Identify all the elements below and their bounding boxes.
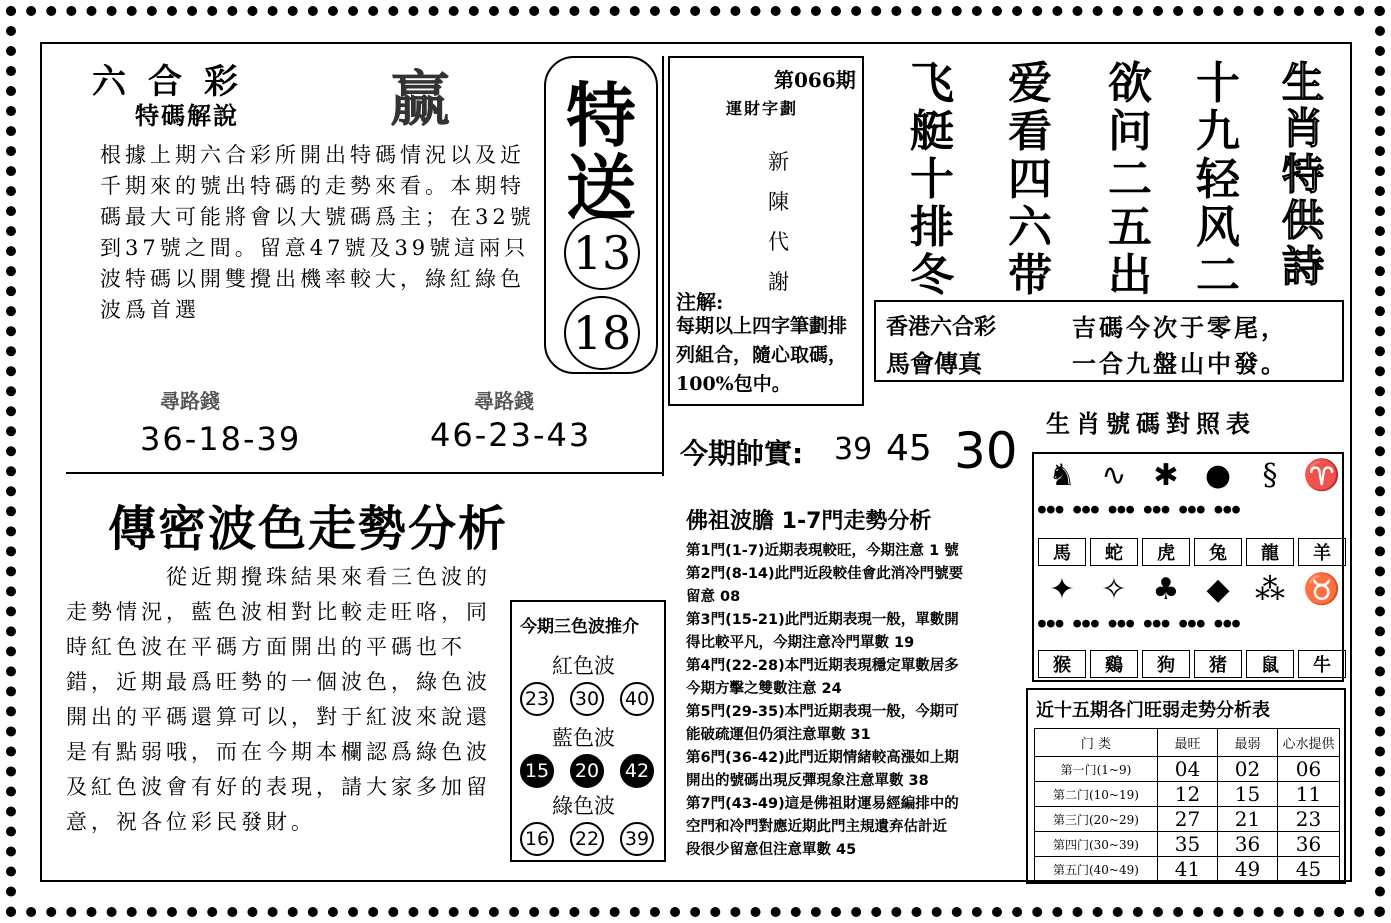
poem-char: 飞: [910, 58, 954, 109]
table-row: [1035, 782, 1340, 807]
buddha-line: 第5門(29-35)本門近期表現一般，今期可: [686, 704, 959, 720]
poem-column-4: [902, 60, 962, 300]
today-number-1: 39: [834, 432, 873, 467]
zodiac-dog: 狗: [1142, 650, 1190, 678]
issue-box: [668, 56, 864, 406]
green-wave-label: 綠色波: [552, 794, 615, 818]
zodiac-rat: 鼠: [1246, 650, 1294, 678]
green-ball: 39: [620, 822, 654, 856]
goat-icon: ♈: [1303, 458, 1341, 493]
trend-cell: 23: [1278, 807, 1340, 832]
poem-char: 风: [1196, 202, 1240, 253]
poem-char: 看: [1008, 106, 1052, 157]
trend-row-name: 第五门(40~49): [1035, 857, 1158, 882]
red-ball: 40: [620, 682, 654, 716]
zodiac-rooster: 鷄: [1090, 650, 1138, 678]
wave-title: 傳密波色走勢分析: [108, 501, 509, 557]
buddha-line: 開出的號碼出現反彈現象注意單數 38: [686, 773, 929, 789]
buddha-title: 佛祖波膽 1-7門走勢分析: [686, 509, 932, 534]
wave-recommend-box: [510, 600, 666, 862]
zodiac-goat: 羊: [1298, 538, 1346, 566]
rooster-icon: ✧: [1101, 572, 1127, 607]
trend-box: [1026, 688, 1346, 884]
trend-title: 近十五期各门旺弱走势分析表: [1036, 700, 1270, 721]
poem-char: 爱: [1008, 58, 1052, 109]
poem-char: 十: [1196, 58, 1240, 109]
poem-char: 带: [1008, 250, 1052, 301]
poem-side-char: 生: [1281, 58, 1324, 107]
hk-left-2: 馬會傳真: [886, 350, 982, 378]
buddha-lines: [686, 540, 1026, 862]
buddha-line: 第7門(43-49)這是佛祖財運易經編排中的: [686, 796, 959, 812]
issue-note-text: 每期以上四字筆劃排列組合，隨心取碼，100%包中。: [676, 315, 848, 395]
wave-paragraph: 從近期攪珠結果來看三色波的走勢情況，藍色波相對比較走旺咯，同時紅色波在平碼方面開出的平碼也不錯，近期最爲旺勢的一個波色，綠色波開出的平碼還算可以，對于紅波來說還是有點弱哦，而在今期本欄認爲綠色波及紅色波會有好的表現，請大家多加留意，祝各位彩民發財。: [66, 565, 491, 834]
zodiac-pig: 猪: [1194, 650, 1242, 678]
buddha-line: 第6門(36-42)此門近期情緒較高漲如上期: [686, 750, 959, 766]
special-title-top: 特: [566, 75, 636, 157]
trend-cell: 35: [1157, 832, 1217, 857]
blue-ball: 42: [620, 754, 654, 788]
issue-subtitle: 運財字劃: [726, 99, 799, 118]
trend-row-name: 第二门(10~19): [1035, 782, 1158, 807]
section-title-special-code: 特碼解說: [135, 102, 239, 130]
poem-side-char: 供: [1281, 196, 1324, 245]
dog-icon: ♣: [1152, 572, 1180, 607]
rabbit-icon: ●: [1204, 458, 1232, 493]
issue-char-1: 新: [768, 150, 789, 174]
brand-title-2: 赢: [390, 65, 450, 135]
special-code-paragraph: 根據上期六合彩所開出特碼情況以及近千期來的號出特碼的走勢來看。本期特碼最大可能將會以大號碼爲主；在32號到37號之間。留意47號及39號這兩只波特碼以開雙攪出機率較大，綠紅綠色波爲首選: [100, 143, 535, 322]
trend-header: 门 类: [1035, 729, 1158, 757]
issue-char-3: 代: [768, 230, 789, 254]
buddha-line: 第4門(22-28)本門近期表現穩定單數居多: [686, 658, 959, 674]
poem-char: 五: [1108, 202, 1152, 253]
table-row: [1035, 857, 1340, 882]
buddha-line: 留意 08: [686, 589, 741, 605]
trend-cell: 49: [1217, 857, 1277, 882]
buddha-line: 空門和冷門對應近期此門主規遺弃估計近: [686, 819, 947, 835]
seek-label-right: 尋路錢: [474, 389, 534, 413]
trend-row-name: 第三门(20~29): [1035, 807, 1158, 832]
tiger-icon: ✱: [1153, 458, 1179, 493]
dragon-icon: §: [1262, 458, 1278, 493]
pig-icon: ◆: [1206, 572, 1230, 607]
poem-char: 九: [1196, 106, 1240, 157]
issue-note-label: 注解:: [676, 290, 724, 314]
buddha-line: 今期方擊之雙數注意 24: [686, 681, 842, 697]
blue-ball: 15: [520, 754, 554, 788]
trend-row-name: 第四门(30~39): [1035, 832, 1158, 857]
trend-cell: 36: [1217, 832, 1277, 857]
poem-char: 四: [1008, 154, 1052, 205]
trend-cell: 06: [1278, 757, 1340, 782]
hk-box: [874, 300, 1344, 382]
seek-numbers-right: 46-23-43: [430, 416, 592, 454]
table-row: [1035, 807, 1340, 832]
table-row: [1035, 757, 1340, 782]
special-title-bottom: 送: [566, 147, 636, 229]
poem-side-char: 詩: [1281, 242, 1324, 291]
poem-side-char: 特: [1281, 150, 1324, 199]
today-number-3: 30: [954, 422, 1018, 480]
poem-side-title: [1270, 60, 1336, 290]
hk-right-2: 一合九盤山中發。: [1072, 349, 1288, 378]
poem-char: 欲: [1108, 58, 1152, 109]
poem-char: 问: [1108, 106, 1152, 157]
poem-char: 艇: [910, 106, 954, 157]
poem-char: 轻: [1196, 154, 1240, 205]
buddha-line: 第3門(15-21)此門近期表現一般，單數開: [686, 612, 959, 628]
snake-icon: ∿: [1101, 458, 1127, 493]
rat-icon: ⁂: [1255, 572, 1285, 607]
trend-header: 心水提供: [1278, 729, 1340, 757]
red-ball: 30: [570, 682, 604, 716]
special-number-1: 13: [564, 216, 640, 290]
trend-cell: 15: [1217, 782, 1277, 807]
poem-column-2: [1100, 60, 1160, 300]
zodiac-title: 生肖號碼對照表: [1046, 409, 1256, 438]
buddha-line: 得比較平凡，今期注意冷門單數 19: [686, 635, 915, 651]
trend-table: [1034, 728, 1340, 882]
special-box: [544, 56, 658, 374]
zodiac-ox: 牛: [1298, 650, 1346, 678]
today-number-2: 45: [886, 428, 932, 469]
zodiac-tiger: 虎: [1142, 538, 1190, 566]
today-label: 今期帥實:: [680, 437, 804, 470]
buddha-line: 段很少留意但注意單數 45: [686, 842, 857, 858]
trend-cell: 02: [1217, 757, 1277, 782]
buddha-line: 第1門(1-7)近期表現較旺，今期注意 1 號: [686, 543, 959, 559]
divider-vertical: [662, 56, 664, 476]
issue-period: 第066期: [774, 68, 856, 92]
poem-char: 二: [1108, 154, 1152, 205]
trend-cell: 36: [1278, 832, 1340, 857]
trend-cell: 04: [1157, 757, 1217, 782]
horse-icon: ♞: [1048, 458, 1076, 493]
blue-wave-label: 藍色波: [552, 726, 615, 750]
blue-ball: 20: [570, 754, 604, 788]
poem-side-char: 肖: [1281, 104, 1324, 153]
trend-header: 最旺: [1157, 729, 1217, 757]
poem-column-1: [1188, 60, 1248, 300]
issue-char-2: 陳: [768, 190, 789, 214]
trend-cell: 45: [1278, 857, 1340, 882]
trend-cell: 12: [1157, 782, 1217, 807]
brand-title: 六合彩: [92, 62, 260, 102]
zodiac-monkey: 猴: [1038, 650, 1086, 678]
trend-row-name: 第一门(1~9): [1035, 757, 1158, 782]
poem-char: 二: [1196, 250, 1240, 301]
seek-numbers-left: 36-18-39: [140, 420, 302, 458]
trend-cell: 41: [1157, 857, 1217, 882]
table-row: [1035, 832, 1340, 857]
poem-char: 冬: [910, 250, 954, 301]
green-ball: 16: [520, 822, 554, 856]
zodiac-dragon: 龍: [1246, 538, 1294, 566]
special-number-2: 18: [564, 296, 640, 370]
trend-cell: 21: [1217, 807, 1277, 832]
divider-header: [66, 472, 662, 474]
green-ball: 22: [570, 822, 604, 856]
poem-column-3: [1000, 60, 1060, 300]
buddha-line: 能破疏運但仍須注意單數 31: [686, 727, 871, 743]
zodiac-rabbit: 兔: [1194, 538, 1242, 566]
zodiac-balls-row-2: ●●● ●●● ●●● ●●● ●●● ●●●: [1038, 616, 1242, 631]
buddha-line: 第2門(8-14)此門近段較佳會此消冷門號要: [686, 566, 964, 582]
poem-char: 六: [1008, 202, 1052, 253]
zodiac-horse: 馬: [1038, 538, 1086, 566]
monkey-icon: ✦: [1049, 572, 1075, 607]
wave-box-title: 今期三色波推介: [520, 617, 639, 637]
red-ball: 23: [520, 682, 554, 716]
poem-char: 出: [1108, 250, 1152, 301]
hk-left-1: 香港六合彩: [886, 315, 997, 340]
poem-char: 排: [910, 202, 954, 253]
poem-char: 十: [910, 154, 954, 205]
trend-cell: 27: [1157, 807, 1217, 832]
zodiac-balls-row-1: ●●● ●●● ●●● ●●● ●●● ●●●: [1038, 502, 1242, 517]
zodiac-table: [1032, 452, 1344, 682]
issue-char-4: 謝: [768, 270, 789, 294]
red-wave-label: 紅色波: [552, 654, 615, 678]
trend-cell: 11: [1278, 782, 1340, 807]
trend-header: 最弱: [1217, 729, 1277, 757]
seek-label-left: 尋路錢: [160, 389, 220, 413]
zodiac-snake: 蛇: [1090, 538, 1138, 566]
hk-right-1: 吉碼今次于零尾，: [1072, 313, 1288, 342]
ox-icon: ♉: [1303, 572, 1341, 607]
